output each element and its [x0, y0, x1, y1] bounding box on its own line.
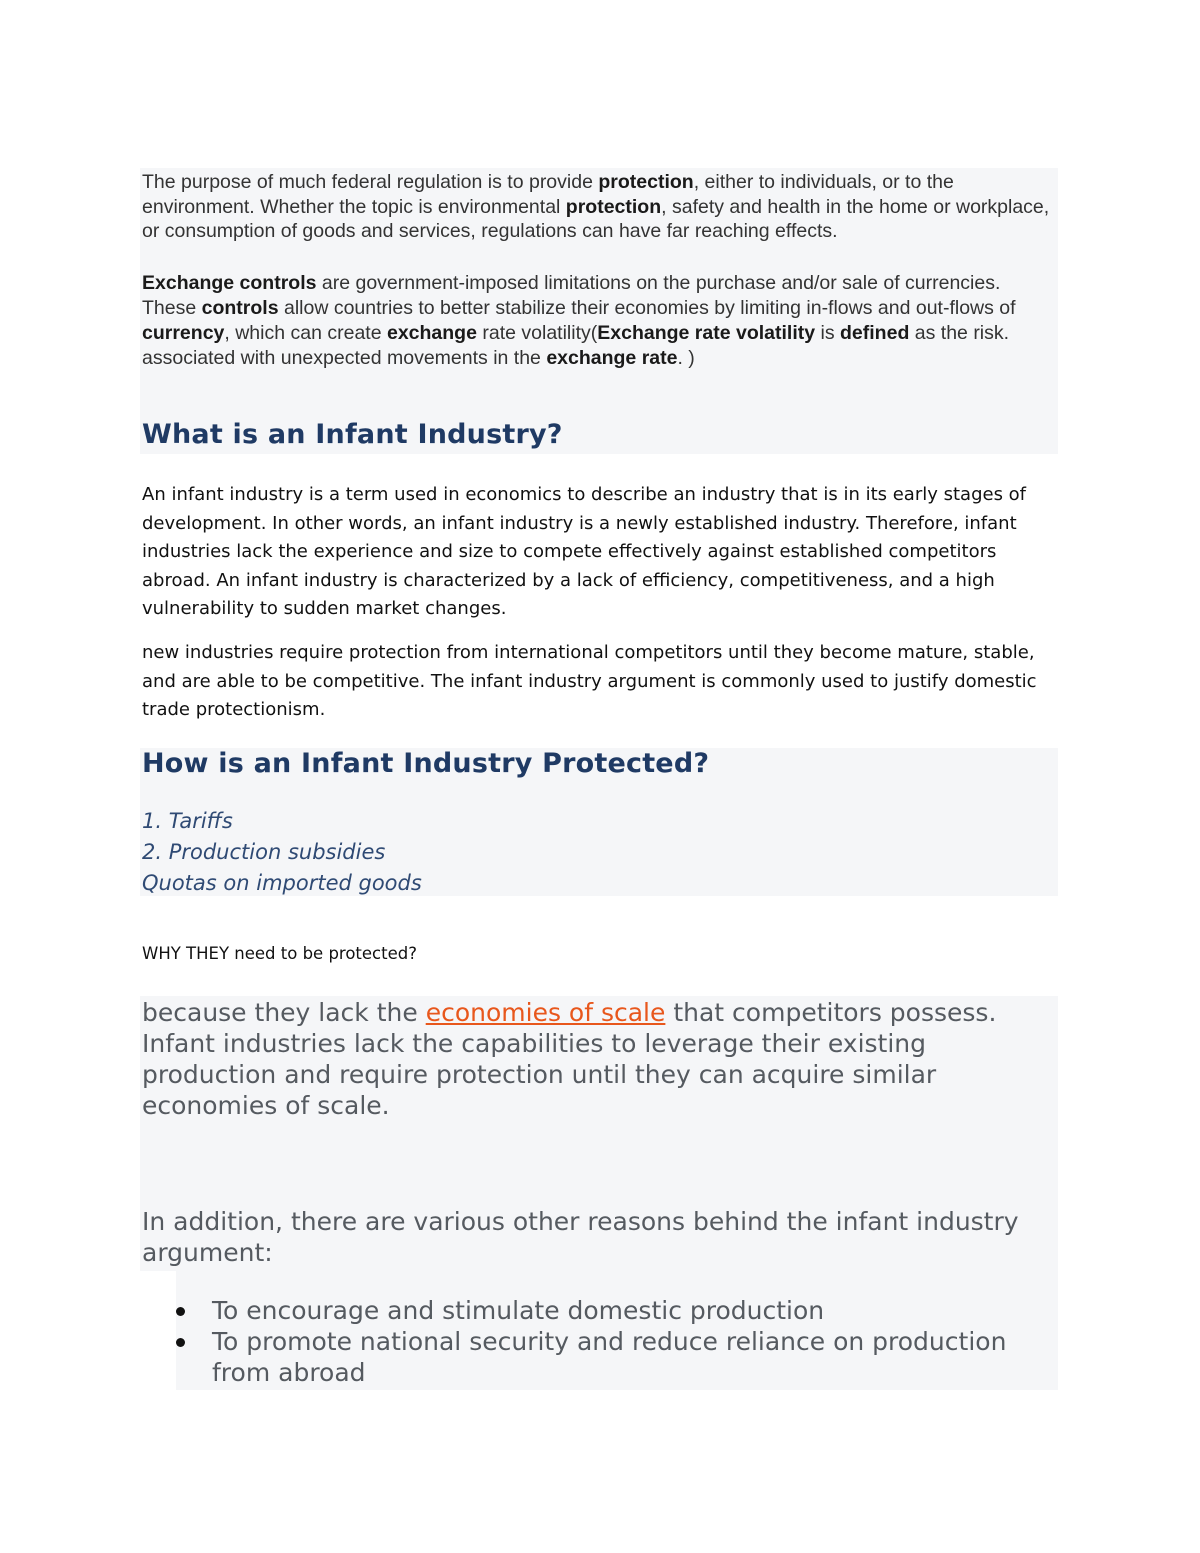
economies-of-scale-link[interactable]: economies of scale: [425, 998, 666, 1027]
text-span: is: [815, 322, 841, 344]
list-item: Quotas on imported goods: [142, 871, 422, 895]
list-item: [176, 1295, 1058, 1326]
list-item: [176, 1326, 1058, 1388]
text-span: , which can create: [224, 322, 387, 344]
bold-term: controls: [201, 297, 279, 319]
reasons-list: [176, 1295, 1058, 1388]
bold-term: Exchange controls: [142, 272, 317, 294]
text-span: rate volatility(: [476, 322, 598, 344]
list-item-text: To promote national security and reduce reliance on production from abroad: [212, 1327, 1007, 1387]
text-span: , either to individuals, or to the environment. Whether the topic is environmental: [142, 171, 954, 218]
text-span: because they lack the: [142, 998, 426, 1027]
exchange-controls-paragraph: [142, 271, 1057, 371]
text-span: as the risk. associated with unexpected movements in the: [142, 322, 1010, 369]
additional-reasons-intro: In addition, there are various other reasons behind the infant industry argument:: [142, 1207, 1019, 1267]
list-item: 2. Production subsidies: [142, 840, 386, 864]
bold-term: protection: [598, 171, 694, 193]
text-span: , safety and health in the home or workplace, or consumption of goods and services, regulations can have far reaching effects.: [142, 195, 1050, 242]
why-protected-label: WHY THEY need to be protected?: [142, 944, 417, 963]
infant-industry-definition: An infant industry is a term used in economics to describe an industry that is in its early stages of development. In other words, an infant industry is a newly established industry. Therefore, infant industries lack the experience and size to compete effectively against established competitors abroad. An infant industry is characterized by a lack of efficiency, competitiveness, and a high vulnerability to sudden market changes.: [142, 484, 1027, 619]
bold-term: exchange: [386, 322, 477, 344]
bold-term: currency: [142, 322, 225, 344]
heading-infant-industry: What is an Infant Industry?: [142, 419, 563, 450]
text-span: . ): [677, 347, 695, 369]
text-span: that competitors possess. Infant industries lack the capabilities to leverage their existing production and require protection until they can acquire similar economies of scale.: [142, 998, 997, 1120]
infant-industry-argument: new industries require protection from international competitors until they become mature, stable, and are able to be competitive. The infant industry argument is commonly used to justify domestic trade protectionism.: [142, 642, 1037, 720]
text-span: are government-imposed limitations on the purchase and/or sale of currencies. These: [142, 272, 1001, 319]
bold-term: defined: [840, 322, 910, 344]
heading-how-protected: How is an Infant Industry Protected?: [142, 748, 710, 779]
list-item: 1. Tariffs: [142, 809, 233, 833]
bold-term: Exchange rate volatility: [597, 322, 816, 344]
text-span: allow countries to better stabilize their economies by limiting in-flows and out-flows of: [278, 297, 1016, 319]
list-item-text: To encourage and stimulate domestic production: [212, 1296, 825, 1325]
bold-term: exchange rate: [546, 347, 678, 369]
bold-term: protection: [565, 195, 662, 218]
protection-methods-list: [142, 806, 422, 899]
economies-of-scale-paragraph: [142, 997, 1062, 1121]
regulation-paragraph: [142, 170, 1057, 244]
bullet-icon: [176, 1307, 185, 1316]
bullet-icon: [176, 1338, 185, 1347]
text-span: The purpose of much federal regulation is to provide: [142, 171, 599, 193]
